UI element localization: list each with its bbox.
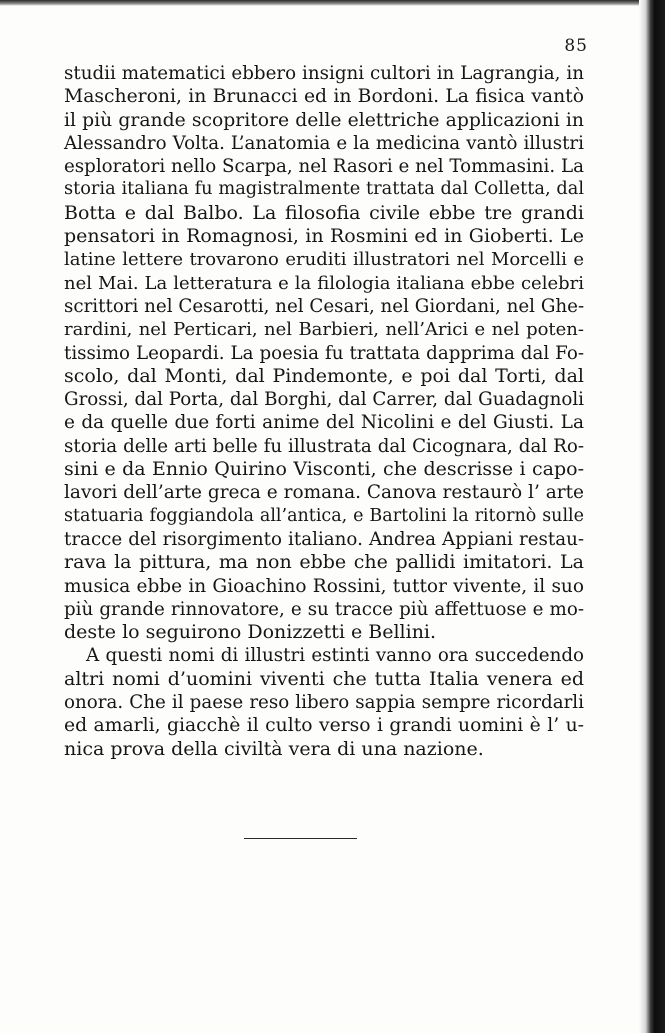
text-line: altri nomi d’uomini viventi che tutta Italia venera ed bbox=[64, 667, 584, 690]
text-line: esploratori nello Scarpa, nel Rasori e nel Tommasini. La bbox=[64, 156, 584, 178]
text-line: Mascheroni, in Brunacci ed in Bordoni. La fisica vantò bbox=[64, 86, 584, 108]
text-line: Grossi, dal Porta, dal Borghi, dal Carrer, dal Guadagnoli bbox=[64, 389, 584, 411]
text-line: scolo, dal Monti, dal Pindemonte, e poi dal Torti, dal bbox=[64, 364, 584, 387]
text-line: storia italiana fu magistralmente trattata dal Colletta, dal bbox=[64, 179, 584, 200]
body-text bbox=[64, 62, 584, 761]
text-line: storia delle arti belle fu illustrata dal Cicognara, dal Ro- bbox=[64, 435, 584, 457]
text-line: rardini, nel Perticari, nel Barbieri, nell’Arici e nel poten- bbox=[64, 319, 584, 341]
text-line: statuaria foggiandola all’antica, e Bartolini la ritornò sulle bbox=[64, 505, 584, 526]
text-line: lavori dell’arte greca e romana. Canova restaurò l’ arte bbox=[64, 482, 584, 504]
page-top-edge-shadow bbox=[0, 0, 665, 6]
text-line: nel Mai. La letteratura e la filologia italiana ebbe celebri bbox=[64, 272, 584, 294]
text-line: più grande rinnovatore, e su tracce più affettuose e mo- bbox=[64, 598, 584, 620]
section-end-rule bbox=[244, 838, 357, 839]
text-line: ed amarli, giacchè il culto verso i grandi uomini è l’ u- bbox=[64, 715, 584, 737]
text-line: il più grande scopritore delle elettriche applicazioni in bbox=[64, 109, 584, 131]
text-line: nica prova della civiltà vera di una nazione. bbox=[64, 737, 484, 760]
text-line: musica ebbe in Gioachino Rossini, tuttor vivente, il suo bbox=[64, 575, 584, 597]
text-line: pensatori in Romagnosi, in Rosmini ed in Gioberti. Le bbox=[64, 225, 584, 248]
text-line: studii matematici ebbero insigni cultori in Lagrangia, in bbox=[64, 63, 584, 84]
text-line: latine lettere trovarono eruditi illustratori nel Morcelli e bbox=[64, 249, 584, 271]
page-number: 85 bbox=[564, 36, 588, 56]
paragraph-1 bbox=[64, 62, 584, 644]
text-line: scrittori nel Cesarotti, nel Cesari, nel Giordani, nel Ghe- bbox=[64, 295, 585, 317]
text-line: onora. Che il paese reso libero sappia sempre ricordarli bbox=[64, 692, 584, 714]
text-line: A questi nomi di illustri estinti vanno ora succedendo bbox=[86, 645, 584, 667]
text-line: e da quelle due forti anime del Nicolini e del Giusti. La bbox=[64, 412, 584, 434]
text-line: Botta e dal Balbo. La filosofia civile ebbe tre grandi bbox=[64, 201, 584, 224]
text-line: rava la pittura, ma non ebbe che pallidi imitatori. La bbox=[64, 551, 584, 574]
text-line: Alessandro Volta. L’anatomia e la medicina vantò illustri bbox=[64, 132, 584, 154]
text-line: tissimo Leopardi. La poesia fu trattata dapprima dal Fo- bbox=[64, 342, 584, 364]
page-binding-shadow bbox=[639, 0, 665, 1033]
paragraph-2 bbox=[64, 644, 584, 760]
text-line: tracce del risorgimento italiano. Andrea Appiani restau- bbox=[64, 528, 584, 550]
text-line: deste lo seguirono Donizzetti e Bellini. bbox=[64, 621, 437, 644]
text-line: sini e da Ennio Quirino Visconti, che descrisse i capo- bbox=[64, 458, 584, 481]
